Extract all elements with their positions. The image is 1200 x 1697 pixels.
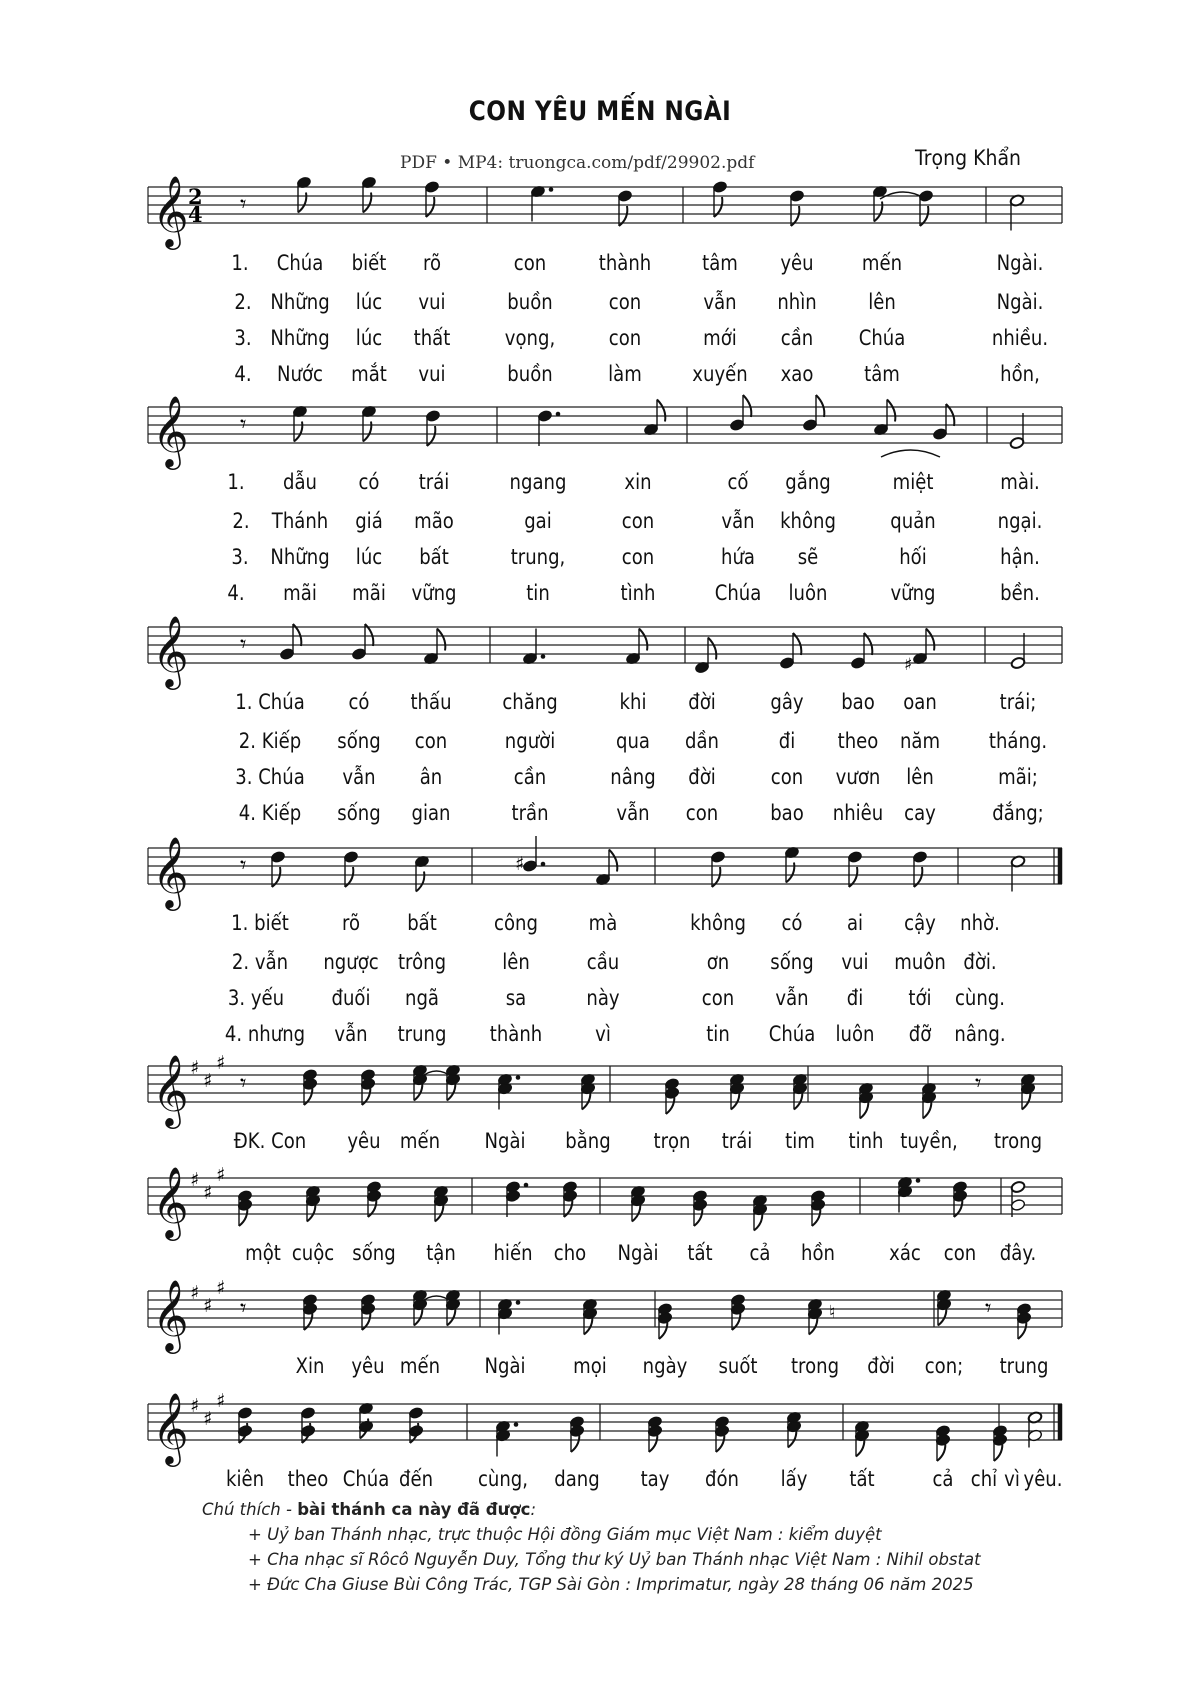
lyric-syllable: lúc	[355, 545, 383, 569]
lyric-syllable: Chúa	[858, 326, 906, 350]
lyric-syllable: trái	[418, 470, 450, 494]
lyric-syllable: vui	[841, 950, 869, 974]
key-sharp-icon: ♯	[203, 1408, 213, 1430]
note-flag	[708, 638, 716, 660]
lyric-syllable: cùng.	[954, 986, 1006, 1010]
lyric-syllable: tâm	[864, 362, 900, 386]
lyric-syllable: vươn	[835, 765, 881, 789]
lyric-syllable: xác	[889, 1241, 921, 1265]
key-sharp-icon: ♯	[216, 1164, 226, 1186]
verse-3-line-3	[0, 765, 1200, 793]
lyric-syllable: năm	[899, 729, 941, 753]
lyric-syllable: làm	[608, 362, 642, 386]
lyric-syllable: Ngài	[617, 1241, 659, 1265]
lyric-syllable: hối	[899, 545, 927, 569]
lyric-syllable: buồn	[507, 290, 553, 314]
key-sharp-icon: ♯	[216, 1277, 226, 1299]
lyric-syllable: 2. Kiếp	[238, 729, 302, 753]
lyric-syllable: nhờ.	[960, 911, 1000, 935]
treble-clef-icon: 𝄞	[152, 614, 189, 687]
eighth-rest-icon: 𝄾	[240, 1294, 247, 1322]
lyric-syllable: cuộc	[291, 1241, 335, 1265]
lyric-syllable: bền.	[1000, 581, 1040, 605]
source-link[interactable]: PDF • MP4: truongca.com/pdf/29902.pdf	[400, 153, 755, 173]
natural-accidental-icon: ♮	[829, 1302, 836, 1323]
lyric-syllable: thấu	[410, 690, 452, 714]
lyric-syllable: biết	[351, 251, 387, 275]
verse-2-line-1	[0, 470, 1200, 498]
lyric-syllable: cầu	[586, 950, 620, 974]
lyric-syllable: cùng,	[477, 1467, 529, 1491]
lyric-syllable: 1. Chúa	[235, 690, 305, 714]
lyric-syllable: ngang	[509, 470, 567, 494]
verse-2-line-4	[0, 581, 1200, 609]
lyric-syllable: Chúa	[714, 581, 762, 605]
lyric-syllable: gây	[770, 690, 804, 714]
key-sharp-icon: ♯	[203, 1182, 213, 1204]
eighth-rest-icon: 𝄾	[240, 410, 247, 438]
lyric-syllable: ai	[846, 911, 864, 935]
lyric-syllable: trung	[999, 1354, 1049, 1378]
lyric-syllable: luôn	[788, 581, 828, 605]
lyric-syllable: rõ	[422, 251, 442, 275]
lyric-syllable: vững	[411, 581, 457, 605]
lyric-syllable: tim	[785, 1129, 815, 1153]
lyric-syllable: hận.	[1000, 545, 1040, 569]
lyric-syllable: không	[780, 509, 836, 533]
lyric-syllable: 1.	[227, 470, 245, 494]
notes-heading: Chú thích - bài thánh ca này đã được:	[202, 1500, 536, 1519]
lyric-syllable: đời	[688, 765, 716, 789]
lyric-syllable: con	[608, 290, 642, 314]
lyric-syllable: tới	[908, 986, 932, 1010]
lyric-syllable: hứa	[721, 545, 755, 569]
lyric-syllable: nâng	[610, 765, 656, 789]
lyric-syllable: con	[770, 765, 804, 789]
time-signature-top: 2	[188, 184, 203, 209]
note-flag	[926, 629, 934, 651]
eighth-rest-icon: 𝄾	[240, 1069, 247, 1097]
lyric-syllable: mãi	[283, 581, 317, 605]
lyric-syllable: vẫn	[334, 1022, 368, 1046]
refrain-line-3	[0, 1354, 1200, 1382]
lyric-syllable: công	[494, 911, 538, 935]
lyric-syllable: con	[414, 729, 448, 753]
sharp-accidental-icon: ♯	[904, 655, 913, 675]
verse-1-line-3	[0, 326, 1200, 354]
composer-name: Trọng Khẩn	[915, 146, 1022, 170]
lyric-syllable: 4.	[227, 581, 245, 605]
lyric-syllable: vì	[1004, 1467, 1020, 1491]
lyric-syllable: tất	[687, 1241, 713, 1265]
lyric-syllable: luôn	[835, 1022, 875, 1046]
key-sharp-icon: ♯	[216, 1390, 226, 1412]
lyric-syllable: cần	[513, 765, 547, 789]
lyric-syllable: xin	[624, 470, 652, 494]
lyric-syllable: vui	[418, 290, 446, 314]
treble-clef-icon: 𝄞	[152, 1278, 189, 1351]
eighth-rest-icon: 𝄾	[240, 630, 247, 658]
lyric-syllable: đỡ	[908, 1022, 932, 1046]
note-dot	[541, 862, 546, 867]
lyric-syllable: gai	[524, 509, 552, 533]
time-signature-bottom: 4	[188, 202, 203, 227]
lyric-syllable: ngại.	[997, 509, 1043, 533]
lyric-syllable: Chúa	[768, 1022, 816, 1046]
lyric-syllable: bất	[419, 545, 449, 569]
lyric-syllable: đây.	[999, 1241, 1037, 1265]
note-flag	[437, 629, 445, 651]
lyric-syllable: Ngài.	[996, 290, 1044, 314]
verse-2-line-3	[0, 545, 1200, 573]
lyric-syllable: Ngài	[484, 1129, 526, 1153]
lyric-syllable: người	[504, 729, 556, 753]
note-flag	[639, 629, 647, 651]
lyric-syllable: chỉ	[970, 1467, 998, 1491]
lyric-syllable: lên	[906, 765, 934, 789]
lyric-syllable: 3.	[234, 326, 252, 350]
lyric-syllable: sống	[352, 1241, 396, 1265]
lyric-syllable: Những	[270, 290, 330, 314]
note-dot	[556, 412, 561, 417]
lyric-syllable: con;	[924, 1354, 964, 1378]
note-dot	[549, 187, 554, 192]
lyric-syllable: ân	[419, 765, 443, 789]
lyric-syllable: yêu	[351, 1354, 385, 1378]
note-dot	[514, 1422, 519, 1427]
lyric-syllable: thất	[413, 326, 451, 350]
note-dot	[516, 1300, 521, 1305]
eighth-rest-icon: 𝄾	[240, 190, 247, 218]
lyric-syllable: tinh	[848, 1129, 884, 1153]
lyric-syllable: dang	[554, 1467, 600, 1491]
lyric-syllable: tâm	[702, 251, 738, 275]
lyric-syllable: tin	[526, 581, 550, 605]
lyric-syllable: Chúa	[276, 251, 324, 275]
treble-clef-icon: 𝄞	[152, 394, 189, 467]
note-dot	[524, 1183, 529, 1188]
treble-clef-icon: 𝄞	[152, 835, 189, 908]
lyric-syllable: lúc	[355, 290, 383, 314]
lyric-syllable: yêu	[347, 1129, 381, 1153]
key-sharp-icon: ♯	[190, 1169, 200, 1191]
verse-4-line-2	[0, 950, 1200, 978]
refrain-line-2	[0, 1241, 1200, 1269]
lyric-syllable: có	[781, 911, 803, 935]
lyric-syllable: có	[348, 690, 370, 714]
verse-4-line-4	[0, 1022, 1200, 1050]
lyric-syllable: dần	[685, 729, 719, 753]
lyric-syllable: sống	[337, 729, 381, 753]
lyric-syllable: 2. vẫn	[231, 950, 289, 974]
lyric-syllable: Chúa	[342, 1467, 390, 1491]
verse-1-line-4	[0, 362, 1200, 390]
lyric-syllable: 4. nhưng	[224, 1022, 306, 1046]
lyric-syllable: ngày	[642, 1354, 688, 1378]
lyric-syllable: 1.	[231, 251, 249, 275]
lyric-syllable: muôn	[894, 950, 946, 974]
lyric-syllable: bao	[841, 690, 875, 714]
lyric-syllable: lúc	[355, 326, 383, 350]
lyric-syllable: yêu	[780, 251, 814, 275]
lyric-syllable: trong	[790, 1354, 840, 1378]
lyric-syllable: 2.	[232, 509, 250, 533]
note-flag	[743, 395, 751, 417]
lyric-syllable: ngược	[323, 950, 379, 974]
key-sharp-icon: ♯	[190, 1395, 200, 1417]
lyric-syllable: con	[608, 326, 642, 350]
tie-arc	[881, 450, 940, 457]
lyric-syllable: 4. Kiếp	[238, 801, 302, 825]
lyric-syllable: xao	[780, 362, 814, 386]
lyric-syllable: vẫn	[703, 290, 737, 314]
verse-3-line-4	[0, 801, 1200, 829]
lyric-syllable: con	[621, 545, 655, 569]
lyric-syllable: trung	[397, 1022, 447, 1046]
lyric-syllable: 4.	[234, 362, 252, 386]
lyric-syllable: buồn	[507, 362, 553, 386]
verse-1-line-1	[0, 251, 1200, 279]
key-sharp-icon: ♯	[190, 1282, 200, 1304]
lyric-syllable: trái;	[999, 690, 1037, 714]
sharp-accidental-icon: ♯	[515, 853, 525, 875]
lyric-syllable: thành	[489, 1022, 543, 1046]
eighth-rest-icon: 𝄾	[975, 1069, 982, 1097]
lyric-syllable: tin	[706, 1022, 730, 1046]
lyric-syllable: có	[358, 470, 380, 494]
key-sharp-icon: ♯	[216, 1052, 226, 1074]
verse-3-line-2	[0, 729, 1200, 757]
treble-clef-icon: 𝄞	[152, 174, 189, 247]
note-flag	[657, 400, 665, 422]
lyric-syllable: nhìn	[777, 290, 817, 314]
note-flag	[816, 395, 824, 417]
lyric-syllable: vẫn	[616, 801, 650, 825]
lyric-syllable: nhiều.	[991, 326, 1049, 350]
lyric-syllable: vui	[418, 362, 446, 386]
lyric-syllable: con	[513, 251, 547, 275]
lyric-syllable: gian	[411, 801, 451, 825]
refrain-line-1	[0, 1129, 1200, 1157]
lyric-syllable: mến	[399, 1354, 441, 1378]
lyric-syllable: sống	[770, 950, 814, 974]
note-dot	[516, 1075, 521, 1080]
lyric-syllable: đắng;	[992, 801, 1044, 825]
lyric-syllable: tất	[849, 1467, 875, 1491]
lyric-syllable: mão	[414, 509, 454, 533]
lyric-syllable: cả	[749, 1241, 771, 1265]
lyric-syllable: khi	[619, 690, 647, 714]
lyric-syllable: Những	[270, 545, 330, 569]
lyric-syllable: mến	[861, 251, 903, 275]
treble-clef-icon: 𝄞	[152, 1053, 189, 1126]
lyric-syllable: yêu.	[1023, 1467, 1063, 1491]
note-dot	[916, 1178, 921, 1183]
note-flag	[609, 850, 617, 872]
lyric-syllable: trung,	[510, 545, 566, 569]
lyric-syllable: con	[943, 1241, 977, 1265]
lyric-syllable: gắng	[785, 470, 831, 494]
lyric-syllable: dẫu	[283, 470, 317, 494]
eighth-rest-icon: 𝄾	[985, 1294, 992, 1322]
lyric-syllable: theo	[837, 729, 879, 753]
lyric-syllable: hồn	[801, 1241, 835, 1265]
lyric-syllable: cả	[932, 1467, 954, 1491]
lyric-syllable: quản	[890, 509, 936, 533]
lyric-syllable: vọng,	[504, 326, 556, 350]
lyric-syllable: mà	[588, 911, 618, 935]
lyric-syllable: lên	[868, 290, 896, 314]
note-item-2: + Cha nhạc sĩ Rôcô Nguyễn Duy, Tổng thư ký Uỷ ban Thánh nhạc Việt Nam : Nihil obstat	[248, 1550, 981, 1569]
lyric-syllable: sa	[505, 986, 527, 1010]
lyric-syllable: theo	[287, 1467, 329, 1491]
lyric-syllable: hiến	[493, 1241, 533, 1265]
lyric-syllable: sống	[337, 801, 381, 825]
lyric-syllable: cay	[904, 801, 936, 825]
lyric-syllable: 3. yếu	[227, 986, 285, 1010]
lyric-syllable: ĐK. Con	[233, 1129, 307, 1153]
lyric-syllable: cho	[553, 1241, 587, 1265]
note-item-1: + Uỷ ban Thánh nhạc, trực thuộc Hội đồng Giám mục Việt Nam : kiểm duyệt	[248, 1525, 882, 1544]
lyric-syllable: trần	[511, 801, 549, 825]
verse-4-line-3	[0, 986, 1200, 1014]
lyric-syllable: 1. biết	[231, 911, 289, 935]
lyric-syllable: ngã	[405, 986, 439, 1010]
lyric-syllable: tình	[620, 581, 656, 605]
lyric-syllable: cố	[727, 470, 749, 494]
lyric-syllable: vẫn	[342, 765, 376, 789]
lyric-syllable: vẫn	[721, 509, 755, 533]
lyric-syllable: đi	[778, 729, 796, 753]
lyric-syllable: tuyền,	[900, 1129, 958, 1153]
refrain-line-4	[0, 1467, 1200, 1495]
lyric-syllable: một	[245, 1241, 281, 1265]
lyric-syllable: đời.	[963, 950, 997, 974]
lyric-syllable: đời	[688, 690, 716, 714]
lyric-syllable: đón	[705, 1467, 739, 1491]
lyric-syllable: hồn,	[1000, 362, 1040, 386]
lyric-syllable: qua	[616, 729, 650, 753]
verse-4-line-1	[0, 911, 1200, 939]
lyric-syllable: Xin	[295, 1354, 325, 1378]
lyric-syllable: trái	[721, 1129, 753, 1153]
lyric-syllable: tháng.	[988, 729, 1048, 753]
lyric-syllable: mãi	[352, 581, 386, 605]
verse-3-line-1	[0, 690, 1200, 718]
lyric-syllable: ơn	[706, 950, 730, 974]
lyric-syllable: nâng.	[954, 1022, 1006, 1046]
lyric-syllable: oan	[903, 690, 937, 714]
lyric-syllable: nhiêu	[832, 801, 884, 825]
lyric-syllable: mới	[703, 326, 737, 350]
lyric-syllable: Những	[270, 326, 330, 350]
lyric-syllable: đời	[867, 1354, 895, 1378]
treble-clef-icon: 𝄞	[152, 1165, 189, 1238]
lyric-syllable: 3.	[231, 545, 249, 569]
lyric-syllable: mến	[399, 1129, 441, 1153]
lyric-syllable: mắt	[351, 362, 387, 386]
lyric-syllable: mãi;	[998, 765, 1038, 789]
lyric-syllable: rõ	[341, 911, 361, 935]
key-sharp-icon: ♯	[190, 1057, 200, 1079]
lyric-syllable: đuối	[331, 986, 371, 1010]
note-dot	[541, 654, 546, 659]
note-flag	[887, 400, 895, 422]
lyric-syllable: giá	[355, 509, 383, 533]
lyric-syllable: vì	[595, 1022, 611, 1046]
key-sharp-icon: ♯	[203, 1295, 213, 1317]
lyric-syllable: vững	[890, 581, 936, 605]
lyric-syllable: 3. Chúa	[235, 765, 305, 789]
lyric-syllable: này	[586, 986, 620, 1010]
lyric-syllable: mài.	[1000, 470, 1040, 494]
note-item-3: + Đức Cha Giuse Bùi Công Trác, TGP Sài Gòn : Imprimatur, ngày 28 tháng 06 năm 2025	[248, 1575, 974, 1594]
lyric-syllable: đến	[398, 1467, 434, 1491]
lyric-syllable: vẫn	[775, 986, 809, 1010]
lyric-syllable: 2.	[234, 290, 252, 314]
treble-clef-icon: 𝄞	[152, 1391, 189, 1464]
lyric-syllable: lên	[502, 950, 530, 974]
lyric-syllable: cậy	[904, 911, 936, 935]
approval-notes	[202, 1500, 981, 1594]
lyric-syllable: trông	[397, 950, 447, 974]
lyric-syllable: không	[690, 911, 746, 935]
eighth-rest-icon: 𝄾	[240, 851, 247, 879]
lyric-syllable: bao	[770, 801, 804, 825]
lyric-syllable: lấy	[780, 1467, 808, 1491]
lyric-syllable: thành	[598, 251, 652, 275]
lyric-syllable: chăng	[502, 690, 558, 714]
lyric-syllable: con	[685, 801, 719, 825]
lyric-syllable: con	[701, 986, 735, 1010]
lyric-syllable: mọi	[573, 1354, 607, 1378]
lyric-syllable: tận	[426, 1241, 456, 1265]
lyric-syllable: xuyến	[692, 362, 748, 386]
lyric-syllable: bằng	[565, 1129, 611, 1153]
lyric-syllable: trọn	[653, 1129, 691, 1153]
lyric-syllable: Thánh	[271, 509, 329, 533]
verse-2-line-2	[0, 509, 1200, 537]
verse-1-line-2	[0, 290, 1200, 318]
lyric-syllable: Ngài	[484, 1354, 526, 1378]
lyric-syllable: bất	[407, 911, 437, 935]
lyric-syllable: đi	[846, 986, 864, 1010]
lyric-syllable: miệt	[892, 470, 934, 494]
lyric-syllable: cần	[780, 326, 814, 350]
lyric-syllable: con	[621, 509, 655, 533]
lyric-syllable: trong	[993, 1129, 1043, 1153]
lyric-syllable: suốt	[718, 1354, 758, 1378]
lyric-syllable: kiên	[225, 1467, 265, 1491]
song-title: CON YÊU MẾN NGÀI	[468, 96, 732, 127]
lyric-syllable: Ngài.	[996, 251, 1044, 275]
lyric-syllable: Nước	[277, 362, 323, 386]
lyric-syllable: tay	[640, 1467, 670, 1491]
lyric-syllable: sẽ	[797, 545, 819, 569]
key-sharp-icon: ♯	[203, 1070, 213, 1092]
